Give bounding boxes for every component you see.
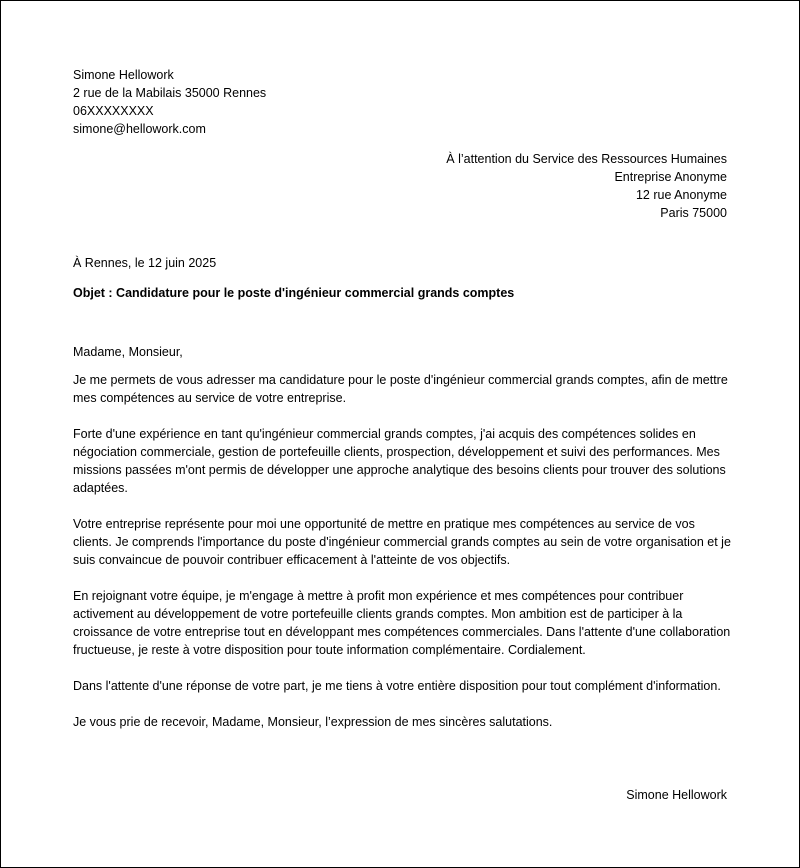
letter-date: À Rennes, le 12 juin 2025 [73,256,217,270]
salutation: Madame, Monsieur, [73,345,183,359]
body-paragraph: En rejoignant votre équipe, je m'engage à mettre à profit mon expérience et mes compétences pour contribuer activement au développement de votre portefeuille clients grands comptes. Mon ambition est de participer à la croissance de votre entreprise tout en développant mes compétences commerciales. Dans l'attente d'une collaboration fructueuse, je reste à votre disposition pour toute information complémentaire. Cordialement. [73,589,731,657]
sender-name: Simone Hellowork [73,68,174,82]
sender-block [73,66,266,138]
letter-subject: Objet : Candidature pour le poste d'ingénieur commercial grands comptes [73,286,515,300]
sender-email: simone@hellowork.com [73,122,206,136]
body-paragraph: Dans l'attente d'une réponse de votre part, je me tiens à votre entière disposition pour tout complément d'information. [73,679,721,693]
recipient-street: 12 rue Anonyme [635,188,727,202]
sender-phone: 06XXXXXXXX [73,104,154,118]
signature: Simone Hellowork [626,788,727,802]
recipient-block [446,150,727,222]
letter-body [73,343,733,749]
body-paragraph: Je me permets de vous adresser ma candidature pour le poste d'ingénieur commercial grands comptes, afin de mettre mes compétences au service de votre entreprise. [73,373,728,405]
recipient-company: Entreprise Anonyme [614,170,727,184]
closing-paragraph: Je vous prie de recevoir, Madame, Monsieur, l’expression de mes sincères salutations. [73,715,553,729]
recipient-attention: À l’attention du Service des Ressources Humaines [446,152,727,166]
body-paragraph: Votre entreprise représente pour moi une opportunité de mettre en pratique mes compétences au service de vos clients. Je comprends l'importance du poste d'ingénieur commercial grands comptes au sein de votre organisation et je suis convaincue de pouvoir contribuer efficacement à l'atteinte de vos objectifs. [73,517,731,567]
sender-address: 2 rue de la Mabilais 35000 Rennes [73,86,267,100]
recipient-city: Paris 75000 [660,206,727,220]
body-paragraph: Forte d'une expérience en tant qu'ingénieur commercial grands comptes, j'ai acquis des compétences solides en négociation commerciale, gestion de portefeuille clients, prospection, développement et suivi des performances. Mes missions passées m'ont permis de développer une approche analytique des besoins clients pour trouver des solutions adaptées. [73,427,726,495]
